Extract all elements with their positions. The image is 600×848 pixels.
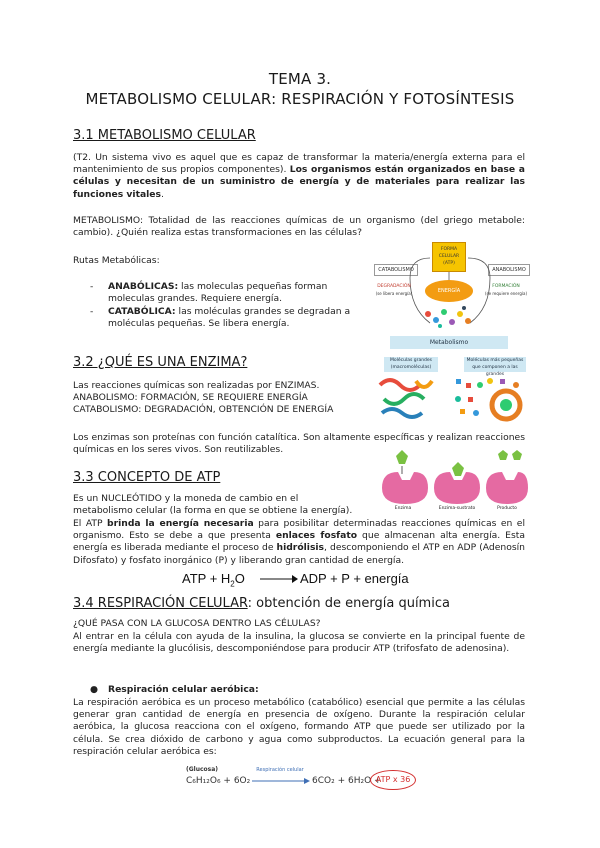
atp-equation-right: ADP + P + energía [300, 571, 409, 586]
small-molecules-label: Moléculas más pequeñas que componen a las grandes [464, 357, 526, 372]
aerobic-respiration-heading: Respiración celular aeróbica: [108, 684, 259, 695]
equation-glucose-label: (Glucosa) [186, 766, 219, 773]
paragraph-living-system: (T2. Un sistema vivo es aquel que es capaz de transformar la materia/energía externa para el mantenimiento de sus propios componentes). Los organismos están organizados en base a células y necesitan de un suministro de energía y de materiales para realizar las funciones vitales. [73, 152, 525, 200]
enzyme-label: Enzima [394, 506, 412, 511]
enzyme-substrate-label: Enzima-sustrato [438, 506, 476, 511]
list-item-anabolic: ANABÓLICAS: las moleculas pequeñas forman moleculas grandes. Requiere energía. [108, 281, 328, 304]
paragraph-metabolism: METABOLISMO: Totalidad de las reacciones químicas de un organismo (del griego metabole: cambio). ¿Quién realiza estas transformaciones en las células? [73, 215, 525, 239]
enzyme-icon [378, 448, 530, 506]
enzyme-line-2: ANABOLISMO: FORMACIÓN, SE REQUIERE ENERGÍA [73, 392, 308, 403]
metabolism-diagram [370, 238, 530, 350]
paragraph-aerobic: La respiración aeróbica es un proceso metabólico (catabólico) esencial que permite a las células generar gran cantidad de energía en presencia de oxígeno. Durante la respiración celular aeróbica, la glucosa reacciona con el oxígeno, formando ATP que puede ser utilizado por la célula. Se crea dióxido de carbono y agua como subproductos. La ecuación general para la respiración celular aeróbica es: [73, 697, 525, 757]
equation-reactants: C₆H₁₂O₆ + 6O₂ [186, 776, 251, 786]
paragraph-enzymes: Los enzimas son proteínas con función catalítica. Son altamente específicas y realizan reacciones químicas en los seres vivos. Son reutilizables. [73, 432, 525, 456]
metabolic-routes-label: Rutas Metabólicas: [73, 255, 160, 266]
section-heading-3-4: 3.4 RESPIRACIÓN CELULAR: obtención de energía química [73, 596, 450, 611]
enzyme-line-1: Las reacciones químicas son realizadas por ENZIMAS. [73, 380, 320, 391]
diagram-molecules-icon [420, 304, 480, 330]
list-item-catabolic: CATABÓLICA: las moléculas grandes se degradan a moléculas pequeñas. Se libera energía. [108, 306, 351, 329]
diagram-footer: Metabolismo [390, 336, 508, 349]
equation-products: 6CO₂ + 6H₂O + [312, 776, 382, 786]
diagram-formation: FORMACIÓN [492, 284, 520, 289]
atp-highlight: ATP x 36 [370, 770, 416, 790]
section-heading-3-2: 3.2 ¿QUÉ ES UNA ENZIMA? [73, 355, 248, 370]
section-heading-3-1: 3.1 METABOLISMO CELULAR [73, 128, 256, 143]
diagram-catabolism-box: CATABOLISMO [374, 264, 418, 276]
page-title: TEMA 3. [268, 70, 332, 88]
diagram-degradation: DEGRADACIÓN [377, 284, 411, 289]
enzyme-line-3: CATABOLISMO: DEGRADACIÓN, OBTENCIÓN DE ENERGÍA [73, 404, 334, 415]
macromolecules-label: Moléculas grandes (macromoléculas) [384, 357, 438, 372]
diagram-top-box: FORMA CELULAR (ATP) [432, 242, 466, 272]
product-label: Producto [497, 506, 517, 511]
equation-arrow-icon [258, 573, 298, 585]
paragraph-glucose: Al entrar en la célula con ayuda de la insulina, la glucosa se convierte en la principal fuente de energía mediante la glucólisis, descomponiéndose para producir ATP (trifosfato de adenosina). [73, 631, 525, 655]
section-heading-3-3: 3.3 CONCEPTO DE ATP [73, 470, 221, 485]
bullet-dot: ● [90, 684, 99, 695]
diagram-formation-sub: (se requiere energía) [484, 291, 528, 296]
paragraph-atp-nucleotide: Es un NUCLEÓTIDO y la moneda de cambio en el metabolismo celular (la forma en que se obtiene la energía). [73, 493, 353, 517]
molecules-icon [376, 375, 530, 425]
paragraph-atp-energy: El ATP brinda la energía necesaria para posibilitar determinadas reacciones químicas en el organismo. Esto se debe a que presenta enlaces fosfato que almacenan alta energía. Esta energía es liberada mediante el proceso de hidrólisis, descomponiendo el ATP en ADP (Adenosín Difosfato) y fosfato inorgánico (P) y liberando gran cantidad de energía. [73, 518, 526, 566]
diagram-degradation-sub: (se libera energía) [375, 291, 413, 296]
bullet-dash: - [90, 306, 94, 317]
bullet-dash: - [90, 281, 94, 292]
page-subtitle: METABOLISMO CELULAR: RESPIRACIÓN Y FOTOSÍNTESIS [85, 90, 515, 108]
equation-arrow-label: Respiración celular [256, 767, 304, 773]
diagram-energy-ellipse: ENERGÍA [425, 280, 473, 302]
diagram-anabolism-box: ANABOLISMO [488, 264, 530, 276]
molecules-illustration [376, 355, 530, 425]
respiration-arrow-icon [250, 777, 310, 785]
glucose-question: ¿QUÉ PASA CON LA GLUCOSA DENTRO LAS CÉLULAS? [73, 618, 321, 629]
enzyme-substrate-illustration [378, 448, 530, 514]
atp-equation-left: ATP + $H_2O$ [182, 571, 245, 589]
